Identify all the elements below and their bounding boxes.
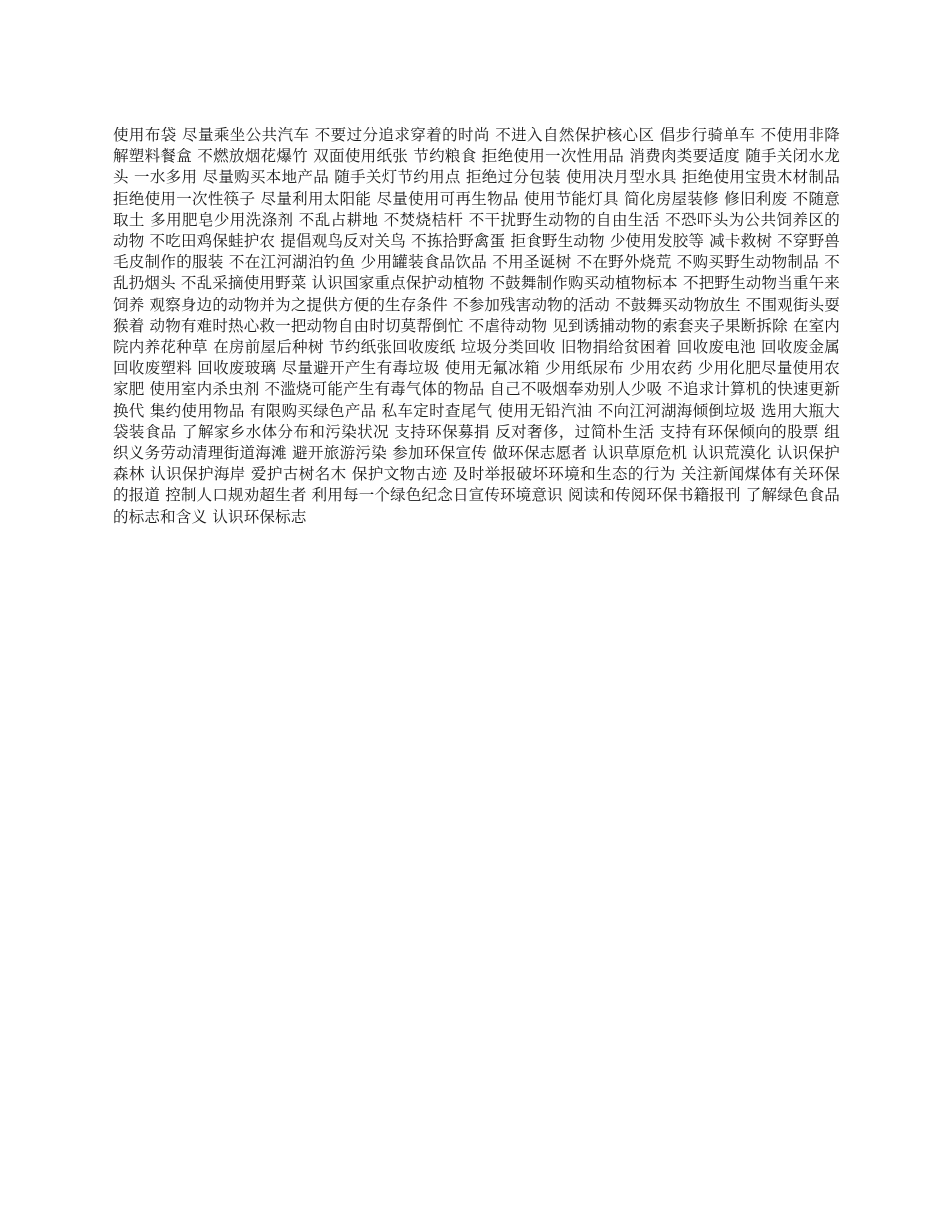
body-paragraph: 使用布袋 尽量乘坐公共汽车 不要过分追求穿着的时尚 不进入自然保护核心区 倡步行骑单车 不使用非降解塑料餐盒 不燃放烟花爆竹 双面使用纸张 节约粮食 拒绝使用一次性用品 消费肉类要适度 随手关闭水龙头 一水多用 尽量购买本地产品 随手关灯节约用点 拒绝过分包装 使用决月型水具 拒绝使用宝贵木材制品 拒绝使用一次性筷子 尽量利用太阳能 尽量使用可再生物品 使用节能灯具 简化房屋装修 修旧利废 不随意取土 多用肥皂少用洗涤剂 不乱占耕地 不焚烧桔杆 不干扰野生动物的自由生活 不恐吓头为公共饲养区的动物 不吃田鸡保蛙护农 提倡观鸟反对关鸟 不拣拾野禽蛋 拒食野生动物 少使用发胶等 减卡救树 不穿野兽毛皮制作的服装 不在江河湖泊钓鱼 少用罐装食品饮品 不用圣诞树 不在野外烧荒 不购买野生动物制品 不乱扔烟头 不乱采摘使用野菜 认识国家重点保护动植物 不鼓舞制作购买动植物标本 不把野生动物当重午来饲养 观察身边的动物并为之提供方便的生存条件 不参加残害动物的活动 不鼓舞买动物放生 不围观街头耍猴着 动物有难时热心救一把动物自由时切莫帮倒忙 不虐待动物 见到诱捕动物的索套夹子果断拆除 在室内院内养花种草 在房前屋后种树 节约纸张回收废纸 垃圾分类回收 旧物捐给贫困着 回收废电池 回收废金属 回收废塑料 回收废玻璃 尽量避开产生有毒垃圾 使用无氟冰箱 少用纸尿布 少用农药 少用化肥尽量使用农家肥 使用室内杀虫剂 不滥烧可能产生有毒气体的物品 自己不吸烟奉劝别人少吸 不追求计算机的快速更新换代 集约使用物品 有限购买绿色产品 私车定时查尾气 使用无铅汽油 不向江河湖海倾倒垃圾 选用大瓶大袋装食品 了解家乡水体分布和污染状况 支持环保募捐 反对奢侈，过简朴生活 支持有环保倾向的股票 组织义务劳动清理街道海滩 避开旅游污染 参加环保宣传 做环保志愿者 认识草原危机 认识荒漠化 认识保护森林 认识保护海岸 爱护古树名木 保护文物古迹 及时举报破坏环境和生态的行为 关注新闻煤体有关环保的报道 控制人口规劝超生者 利用每一个绿色纪念日宣传环境意识 阅读和传阅环保书籍报刊 了解绿色食品的标志和含义 认识环保标志 <box>113 126 841 526</box>
